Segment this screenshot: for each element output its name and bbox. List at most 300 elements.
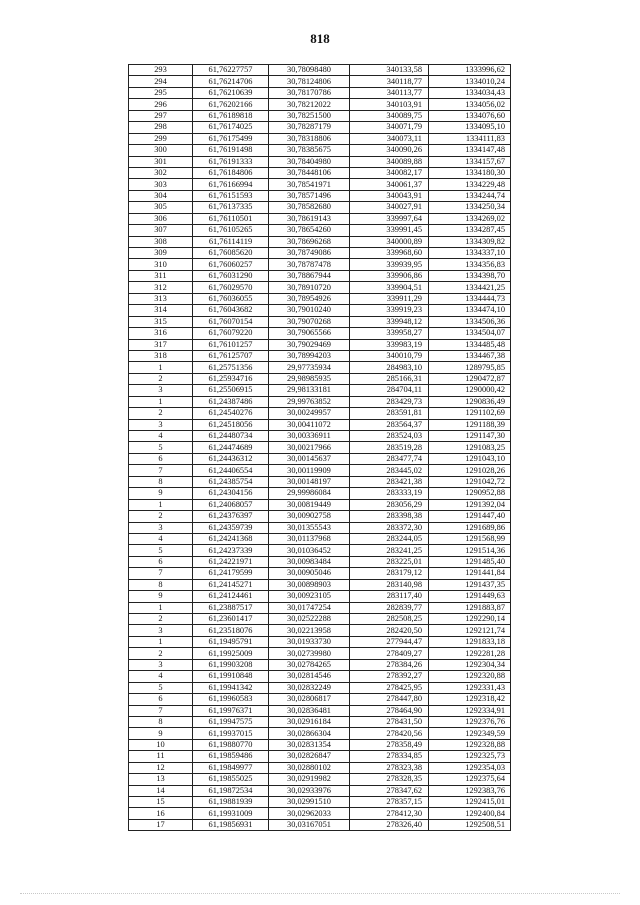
point-number-cell: 6	[129, 694, 193, 705]
longitude-cell: 30,02916184	[269, 716, 350, 727]
latitude-cell: 61,24237339	[193, 545, 269, 556]
point-number-cell: 15	[129, 797, 193, 808]
table-row	[129, 293, 511, 304]
point-number-cell: 13	[129, 774, 193, 785]
x-coordinate-cell: 283241,25	[350, 545, 429, 556]
latitude-cell: 61,24124461	[193, 591, 269, 602]
longitude-cell: 30,00217966	[269, 442, 350, 453]
y-coordinate-cell: 1292375,64	[429, 774, 511, 785]
y-coordinate-cell: 1291441,84	[429, 568, 511, 579]
y-coordinate-cell: 1334244,74	[429, 190, 511, 201]
y-coordinate-cell: 1292320,88	[429, 671, 511, 682]
longitude-cell: 30,02213958	[269, 625, 350, 636]
latitude-cell: 61,19495791	[193, 636, 269, 647]
x-coordinate-cell: 283225,01	[350, 556, 429, 567]
y-coordinate-cell: 1334095,10	[429, 122, 511, 133]
y-coordinate-cell: 1334444,73	[429, 293, 511, 304]
longitude-cell: 30,02866304	[269, 728, 350, 739]
point-number-cell: 1	[129, 499, 193, 510]
latitude-cell: 61,24179599	[193, 568, 269, 579]
longitude-cell: 30,79029469	[269, 339, 350, 350]
longitude-cell: 30,78571496	[269, 190, 350, 201]
y-coordinate-cell: 1292400,84	[429, 808, 511, 819]
longitude-cell: 30,01747254	[269, 602, 350, 613]
table-row	[129, 579, 511, 590]
x-coordinate-cell: 339968,60	[350, 248, 429, 259]
y-coordinate-cell: 1291188,39	[429, 419, 511, 430]
point-number-cell: 1	[129, 636, 193, 647]
x-coordinate-cell: 283056,29	[350, 499, 429, 510]
point-number-cell: 5	[129, 442, 193, 453]
x-coordinate-cell: 339919,23	[350, 305, 429, 316]
latitude-cell: 61,24241368	[193, 533, 269, 544]
y-coordinate-cell: 1290000,42	[429, 385, 511, 396]
point-number-cell: 304	[129, 190, 193, 201]
longitude-cell: 30,02880102	[269, 762, 350, 773]
table-row	[129, 76, 511, 87]
longitude-cell: 30,00411072	[269, 419, 350, 430]
table-row	[129, 305, 511, 316]
table-row	[129, 648, 511, 659]
x-coordinate-cell: 339991,45	[350, 225, 429, 236]
longitude-cell: 30,78910720	[269, 282, 350, 293]
table-row	[129, 408, 511, 419]
latitude-cell: 61,76036055	[193, 293, 269, 304]
x-coordinate-cell: 283333,19	[350, 488, 429, 499]
longitude-cell: 30,00819449	[269, 499, 350, 510]
table-row	[129, 339, 511, 350]
latitude-cell: 61,76214706	[193, 76, 269, 87]
longitude-cell: 30,01355543	[269, 522, 350, 533]
point-number-cell: 303	[129, 179, 193, 190]
table-row	[129, 282, 511, 293]
point-number-cell: 1	[129, 362, 193, 373]
y-coordinate-cell: 1291514,36	[429, 545, 511, 556]
table-row	[129, 797, 511, 808]
point-number-cell: 9	[129, 488, 193, 499]
latitude-cell: 61,19925009	[193, 648, 269, 659]
point-number-cell: 312	[129, 282, 193, 293]
x-coordinate-cell: 278431,50	[350, 716, 429, 727]
table-row	[129, 65, 511, 76]
y-coordinate-cell: 1334421,25	[429, 282, 511, 293]
point-number-cell: 316	[129, 328, 193, 339]
x-coordinate-cell: 340089,88	[350, 156, 429, 167]
longitude-cell: 30,00902758	[269, 511, 350, 522]
y-coordinate-cell: 1292354,03	[429, 762, 511, 773]
x-coordinate-cell: 283140,98	[350, 579, 429, 590]
y-coordinate-cell: 1334147,48	[429, 145, 511, 156]
latitude-cell: 61,19859486	[193, 751, 269, 762]
table-row	[129, 488, 511, 499]
latitude-cell: 61,76043682	[193, 305, 269, 316]
point-number-cell: 4	[129, 671, 193, 682]
x-coordinate-cell: 340061,37	[350, 179, 429, 190]
table-row	[129, 659, 511, 670]
longitude-cell: 30,02836481	[269, 705, 350, 716]
y-coordinate-cell: 1334506,36	[429, 316, 511, 327]
longitude-cell: 30,00923105	[269, 591, 350, 602]
longitude-cell: 30,78749086	[269, 248, 350, 259]
latitude-cell: 61,24436312	[193, 453, 269, 464]
x-coordinate-cell: 282839,77	[350, 602, 429, 613]
x-coordinate-cell: 278392,27	[350, 671, 429, 682]
latitude-cell: 61,76166994	[193, 179, 269, 190]
y-coordinate-cell: 1289795,85	[429, 362, 511, 373]
point-number-cell: 317	[129, 339, 193, 350]
x-coordinate-cell: 278425,95	[350, 682, 429, 693]
x-coordinate-cell: 340103,91	[350, 99, 429, 110]
point-number-cell: 305	[129, 202, 193, 213]
y-coordinate-cell: 1291437,35	[429, 579, 511, 590]
longitude-cell: 30,01137968	[269, 533, 350, 544]
table-row	[129, 625, 511, 636]
y-coordinate-cell: 1292290,14	[429, 614, 511, 625]
y-coordinate-cell: 1334056,02	[429, 99, 511, 110]
longitude-cell: 30,00249957	[269, 408, 350, 419]
latitude-cell: 61,24304156	[193, 488, 269, 499]
x-coordinate-cell: 340090,26	[350, 145, 429, 156]
x-coordinate-cell: 339983,19	[350, 339, 429, 350]
table-row	[129, 179, 511, 190]
y-coordinate-cell: 1291883,87	[429, 602, 511, 613]
point-number-cell: 306	[129, 213, 193, 224]
point-number-cell: 11	[129, 751, 193, 762]
longitude-cell: 30,00898903	[269, 579, 350, 590]
latitude-cell: 61,24474689	[193, 442, 269, 453]
x-coordinate-cell: 339997,64	[350, 213, 429, 224]
y-coordinate-cell: 1334157,67	[429, 156, 511, 167]
x-coordinate-cell: 278357,15	[350, 797, 429, 808]
point-number-cell: 4	[129, 431, 193, 442]
x-coordinate-cell: 283445,02	[350, 465, 429, 476]
latitude-cell: 61,76210639	[193, 87, 269, 98]
latitude-cell: 61,24376397	[193, 511, 269, 522]
latitude-cell: 61,76105265	[193, 225, 269, 236]
x-coordinate-cell: 339906,86	[350, 270, 429, 281]
point-number-cell: 2	[129, 373, 193, 384]
point-number-cell: 3	[129, 625, 193, 636]
point-number-cell: 9	[129, 591, 193, 602]
latitude-cell: 61,19856931	[193, 819, 269, 830]
point-number-cell: 313	[129, 293, 193, 304]
point-number-cell: 301	[129, 156, 193, 167]
latitude-cell: 61,24480734	[193, 431, 269, 442]
y-coordinate-cell: 1291689,86	[429, 522, 511, 533]
longitude-cell: 30,79010240	[269, 305, 350, 316]
x-coordinate-cell: 283524,03	[350, 431, 429, 442]
longitude-cell: 30,78448106	[269, 167, 350, 178]
point-number-cell: 2	[129, 614, 193, 625]
y-coordinate-cell: 1292281,28	[429, 648, 511, 659]
table-row	[129, 614, 511, 625]
point-number-cell: 8	[129, 476, 193, 487]
latitude-cell: 61,76189818	[193, 110, 269, 121]
y-coordinate-cell: 1292328,88	[429, 739, 511, 750]
point-number-cell: 318	[129, 350, 193, 361]
point-number-cell: 7	[129, 465, 193, 476]
latitude-cell: 61,76029570	[193, 282, 269, 293]
latitude-cell: 61,24540276	[193, 408, 269, 419]
y-coordinate-cell: 1334111,83	[429, 133, 511, 144]
table-row	[129, 728, 511, 739]
longitude-cell: 30,02522288	[269, 614, 350, 625]
latitude-cell: 61,24406554	[193, 465, 269, 476]
point-number-cell: 5	[129, 545, 193, 556]
longitude-cell: 30,02826847	[269, 751, 350, 762]
x-coordinate-cell: 283179,12	[350, 568, 429, 579]
y-coordinate-cell: 1334485,48	[429, 339, 511, 350]
y-coordinate-cell: 1334250,34	[429, 202, 511, 213]
x-coordinate-cell: 284704,11	[350, 385, 429, 396]
y-coordinate-cell: 1291833,18	[429, 636, 511, 647]
coordinates-table	[128, 64, 511, 831]
x-coordinate-cell: 278409,27	[350, 648, 429, 659]
table-row	[129, 808, 511, 819]
x-coordinate-cell: 278420,56	[350, 728, 429, 739]
latitude-cell: 61,19872534	[193, 785, 269, 796]
table-row	[129, 373, 511, 384]
x-coordinate-cell: 339911,29	[350, 293, 429, 304]
table-row	[129, 145, 511, 156]
x-coordinate-cell: 278447,80	[350, 694, 429, 705]
table-row	[129, 156, 511, 167]
y-coordinate-cell: 1334180,30	[429, 167, 511, 178]
table-row	[129, 248, 511, 259]
x-coordinate-cell: 283519,28	[350, 442, 429, 453]
table-row	[129, 190, 511, 201]
y-coordinate-cell: 1291449,63	[429, 591, 511, 602]
x-coordinate-cell: 339958,27	[350, 328, 429, 339]
latitude-cell: 61,25751356	[193, 362, 269, 373]
x-coordinate-cell: 278323,38	[350, 762, 429, 773]
point-number-cell: 295	[129, 87, 193, 98]
point-number-cell: 310	[129, 259, 193, 270]
point-number-cell: 293	[129, 65, 193, 76]
latitude-cell: 61,19931009	[193, 808, 269, 819]
y-coordinate-cell: 1291028,26	[429, 465, 511, 476]
y-coordinate-cell: 1291147,30	[429, 431, 511, 442]
y-coordinate-cell: 1292331,43	[429, 682, 511, 693]
point-number-cell: 1	[129, 602, 193, 613]
table-row	[129, 87, 511, 98]
y-coordinate-cell: 1290836,49	[429, 396, 511, 407]
latitude-cell: 61,76060257	[193, 259, 269, 270]
x-coordinate-cell: 282508,25	[350, 614, 429, 625]
point-number-cell: 6	[129, 556, 193, 567]
y-coordinate-cell: 1291042,72	[429, 476, 511, 487]
point-number-cell: 299	[129, 133, 193, 144]
table-row	[129, 476, 511, 487]
longitude-cell: 30,01933730	[269, 636, 350, 647]
x-coordinate-cell: 278328,35	[350, 774, 429, 785]
longitude-cell: 30,78541971	[269, 179, 350, 190]
longitude-cell: 30,78654260	[269, 225, 350, 236]
latitude-cell: 61,24221971	[193, 556, 269, 567]
point-number-cell: 314	[129, 305, 193, 316]
table-row	[129, 213, 511, 224]
longitude-cell: 30,02991510	[269, 797, 350, 808]
y-coordinate-cell: 1292121,74	[429, 625, 511, 636]
longitude-cell: 30,78251500	[269, 110, 350, 121]
x-coordinate-cell: 340010,79	[350, 350, 429, 361]
table-row	[129, 419, 511, 430]
x-coordinate-cell: 283244,05	[350, 533, 429, 544]
latitude-cell: 61,76174025	[193, 122, 269, 133]
longitude-cell: 30,78954926	[269, 293, 350, 304]
table-row	[129, 328, 511, 339]
point-number-cell: 297	[129, 110, 193, 121]
table-row	[129, 568, 511, 579]
table-row	[129, 819, 511, 830]
latitude-cell: 61,76227757	[193, 65, 269, 76]
longitude-cell: 30,78287179	[269, 122, 350, 133]
longitude-cell: 30,00336911	[269, 431, 350, 442]
point-number-cell: 298	[129, 122, 193, 133]
longitude-cell: 30,78170786	[269, 87, 350, 98]
latitude-cell: 61,19941342	[193, 682, 269, 693]
table-row	[129, 694, 511, 705]
latitude-cell: 61,76175499	[193, 133, 269, 144]
y-coordinate-cell: 1334356,83	[429, 259, 511, 270]
x-coordinate-cell: 283421,38	[350, 476, 429, 487]
longitude-cell: 30,02831354	[269, 739, 350, 750]
footer-dotted-line	[20, 893, 620, 894]
longitude-cell: 30,78385675	[269, 145, 350, 156]
x-coordinate-cell: 340118,77	[350, 76, 429, 87]
longitude-cell: 30,78404980	[269, 156, 350, 167]
longitude-cell: 30,00145637	[269, 453, 350, 464]
table-row	[129, 705, 511, 716]
y-coordinate-cell: 1334076,60	[429, 110, 511, 121]
y-coordinate-cell: 1334287,45	[429, 225, 511, 236]
point-number-cell: 7	[129, 568, 193, 579]
x-coordinate-cell: 340073,11	[350, 133, 429, 144]
latitude-cell: 61,25934716	[193, 373, 269, 384]
y-coordinate-cell: 1292334,91	[429, 705, 511, 716]
table-row	[129, 133, 511, 144]
point-number-cell: 6	[129, 453, 193, 464]
y-coordinate-cell: 1291083,25	[429, 442, 511, 453]
x-coordinate-cell: 278326,40	[350, 819, 429, 830]
point-number-cell: 302	[129, 167, 193, 178]
point-number-cell: 309	[129, 248, 193, 259]
latitude-cell: 61,76191333	[193, 156, 269, 167]
table-row	[129, 350, 511, 361]
x-coordinate-cell: 283117,40	[350, 591, 429, 602]
longitude-cell: 30,02739980	[269, 648, 350, 659]
x-coordinate-cell: 284983,10	[350, 362, 429, 373]
y-coordinate-cell: 1292318,42	[429, 694, 511, 705]
latitude-cell: 61,19960583	[193, 694, 269, 705]
x-coordinate-cell: 277944,47	[350, 636, 429, 647]
table-row	[129, 431, 511, 442]
x-coordinate-cell: 278334,85	[350, 751, 429, 762]
x-coordinate-cell: 340043,91	[350, 190, 429, 201]
latitude-cell: 61,19910848	[193, 671, 269, 682]
table-row	[129, 362, 511, 373]
longitude-cell: 30,02806817	[269, 694, 350, 705]
table-row	[129, 762, 511, 773]
table-row	[129, 385, 511, 396]
y-coordinate-cell: 1291102,69	[429, 408, 511, 419]
y-coordinate-cell: 1291447,40	[429, 511, 511, 522]
longitude-cell: 30,78867944	[269, 270, 350, 281]
coordinates-table-body	[129, 65, 511, 831]
point-number-cell: 16	[129, 808, 193, 819]
x-coordinate-cell: 340089,75	[350, 110, 429, 121]
x-coordinate-cell: 278347,62	[350, 785, 429, 796]
longitude-cell: 30,78619143	[269, 213, 350, 224]
x-coordinate-cell: 340082,17	[350, 167, 429, 178]
y-coordinate-cell: 1334337,10	[429, 248, 511, 259]
latitude-cell: 61,24385754	[193, 476, 269, 487]
table-row	[129, 636, 511, 647]
latitude-cell: 61,24518056	[193, 419, 269, 430]
y-coordinate-cell: 1292304,34	[429, 659, 511, 670]
table-row	[129, 396, 511, 407]
longitude-cell: 30,02962033	[269, 808, 350, 819]
y-coordinate-cell: 1334474,10	[429, 305, 511, 316]
point-number-cell: 8	[129, 716, 193, 727]
point-number-cell: 311	[129, 270, 193, 281]
longitude-cell: 30,01036452	[269, 545, 350, 556]
latitude-cell: 61,24359739	[193, 522, 269, 533]
table-row	[129, 202, 511, 213]
table-row	[129, 545, 511, 556]
point-number-cell: 4	[129, 533, 193, 544]
point-number-cell: 308	[129, 236, 193, 247]
table-row	[129, 270, 511, 281]
latitude-cell: 61,76070154	[193, 316, 269, 327]
point-number-cell: 8	[129, 579, 193, 590]
latitude-cell: 61,76202166	[193, 99, 269, 110]
longitude-cell: 30,79065566	[269, 328, 350, 339]
latitude-cell: 61,19937015	[193, 728, 269, 739]
table-row	[129, 316, 511, 327]
x-coordinate-cell: 283372,30	[350, 522, 429, 533]
y-coordinate-cell: 1334467,38	[429, 350, 511, 361]
table-row	[129, 785, 511, 796]
table-row	[129, 465, 511, 476]
x-coordinate-cell: 339904,51	[350, 282, 429, 293]
table-row	[129, 259, 511, 270]
x-coordinate-cell: 340071,79	[350, 122, 429, 133]
longitude-cell: 30,02784265	[269, 659, 350, 670]
x-coordinate-cell: 282420,50	[350, 625, 429, 636]
table-row	[129, 167, 511, 178]
longitude-cell: 30,78787478	[269, 259, 350, 270]
point-number-cell: 9	[129, 728, 193, 739]
point-number-cell: 3	[129, 659, 193, 670]
latitude-cell: 61,23601417	[193, 614, 269, 625]
table-row	[129, 774, 511, 785]
latitude-cell: 61,76101257	[193, 339, 269, 350]
point-number-cell: 10	[129, 739, 193, 750]
longitude-cell: 30,78124806	[269, 76, 350, 87]
point-number-cell: 2	[129, 511, 193, 522]
longitude-cell: 30,00148197	[269, 476, 350, 487]
table-row	[129, 602, 511, 613]
longitude-cell: 30,00905046	[269, 568, 350, 579]
point-number-cell: 315	[129, 316, 193, 327]
table-row	[129, 682, 511, 693]
y-coordinate-cell: 1292349,59	[429, 728, 511, 739]
point-number-cell: 3	[129, 419, 193, 430]
y-coordinate-cell: 1291568,99	[429, 533, 511, 544]
y-coordinate-cell: 1334010,24	[429, 76, 511, 87]
x-coordinate-cell: 283477,74	[350, 453, 429, 464]
